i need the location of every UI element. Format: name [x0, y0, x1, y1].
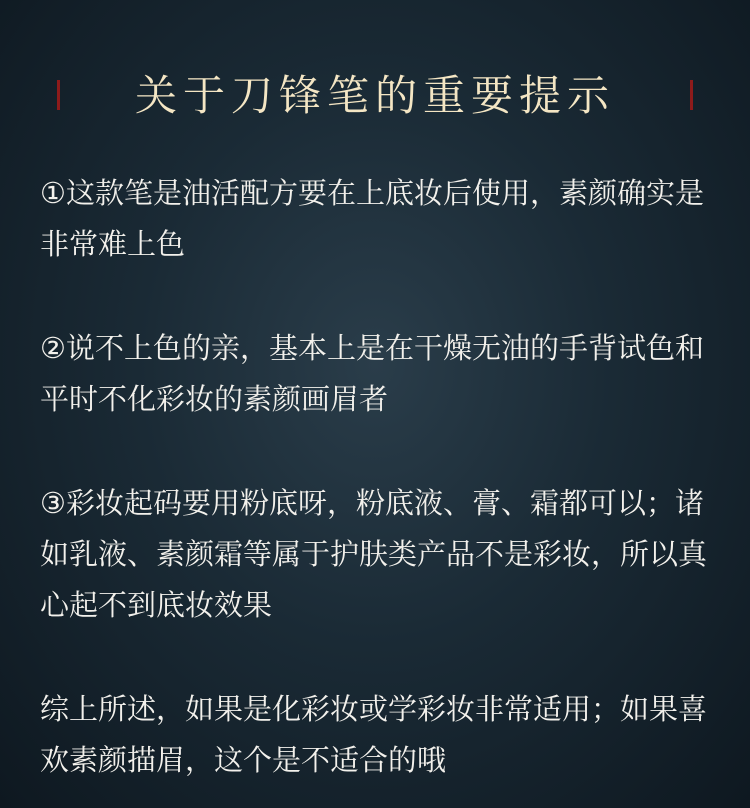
title-accent-bar-right: [690, 80, 693, 110]
title-row: [0, 60, 750, 132]
notice-summary: 综上所述，如果是化彩妆或学彩妆非常适用；如果喜欢素颜描眉，这个是不适合的哦: [40, 692, 708, 777]
title-accent-bar-left: [57, 80, 60, 110]
notice-item-1: ①这款笔是油活配方要在上底妆后使用，素颜确实是非常难上色: [40, 176, 704, 261]
notice-item-2: ②说不上色的亲，基本上是在干燥无油的手背试色和平时不化彩妆的素颜画眉者: [40, 331, 704, 416]
page-title: 关于刀锋笔的重要提示: [134, 71, 615, 120]
notice-item-3: ③彩妆起码要用粉底呀，粉底液、膏、霜都可以；诸如乳液、素颜霜等属于护肤类产品不是彩妆，所以真心起不到底妆效果: [40, 486, 708, 622]
notice-content: [40, 168, 712, 786]
